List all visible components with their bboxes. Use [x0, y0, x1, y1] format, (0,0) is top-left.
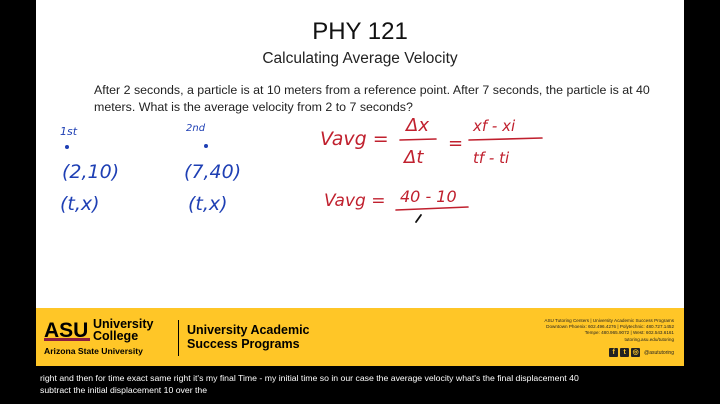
banner-divider [178, 320, 179, 356]
xf-minus-xi: xf - xi [473, 117, 516, 135]
vavg-label-1: Vavg = [320, 128, 389, 150]
contact-line: tutoring.asu.edu/tutoring [624, 336, 674, 342]
pen-cursor [416, 215, 421, 222]
facebook-icon[interactable]: f [609, 348, 618, 357]
slide-subtitle: Calculating Average Velocity [262, 50, 458, 67]
slide-title: PHY 121 [312, 18, 408, 45]
second-point: (7,40) [184, 161, 242, 183]
caption-line-2: subtract the initial displacement 10 over the [40, 385, 208, 395]
second-label: 2nd [186, 123, 206, 134]
second-point-dot [204, 144, 208, 148]
numerator: 40 - 10 [400, 187, 457, 206]
asu-logo [44, 319, 90, 343]
social-handle: @asututoring [644, 349, 674, 356]
logo-university-word: University [93, 317, 154, 331]
vavg-label-2: Vavg = [324, 191, 386, 211]
left-letterbox [0, 0, 36, 366]
first-point-dot [65, 145, 69, 149]
contact-line: ASU Tutoring Centers | University Academic Success Programs [544, 318, 674, 323]
lecture-slide [36, 0, 684, 308]
red-ink [320, 115, 516, 211]
problem-statement: After 2 seconds, a particle is at 10 meters from a reference point. After 7 seconds, the particle is at 40 meters. What is the average velocity from 2 to 7 seconds? [94, 83, 650, 114]
asu-logo-text: ASU [44, 319, 89, 342]
instagram-icon[interactable]: ◎ [632, 349, 639, 356]
social-links [609, 348, 674, 357]
footer-banner [36, 308, 684, 366]
program-name [187, 323, 310, 351]
university-college-logo [93, 318, 153, 342]
caption-line-1: right and then for time exact same right it's my final Time - my initial time so in our case the average velocity what's the final displacement 40 [40, 373, 579, 383]
program-name-line2: Success Programs [187, 337, 300, 351]
contact-line: Tempe: 480.965.9072 | West: 602.543.6161 [584, 330, 674, 336]
logo-subtitle: Arizona State University [44, 346, 143, 356]
delta-t: Δt [404, 147, 424, 168]
second-variables: (t,x) [188, 193, 228, 215]
first-label: 1st [60, 125, 78, 138]
delta-x: Δx [406, 115, 429, 136]
tf-minus-ti: tf - ti [473, 149, 510, 167]
first-variables: (t,x) [60, 193, 100, 215]
contact-info [424, 318, 674, 343]
program-name-line1: University Academic [187, 323, 310, 337]
blue-ink [60, 123, 241, 215]
second-equals: = [448, 133, 464, 154]
first-point: (2,10) [62, 161, 120, 183]
right-letterbox [684, 0, 720, 366]
twitter-icon[interactable]: t [620, 348, 629, 357]
logo-college-word: College [93, 329, 139, 343]
closed-captions [40, 372, 700, 396]
handwritten-notes [36, 0, 684, 308]
contact-line: Downtown Phoenix: 602.496.4276 | Polytechnic: 480.727.1452 [546, 324, 674, 330]
